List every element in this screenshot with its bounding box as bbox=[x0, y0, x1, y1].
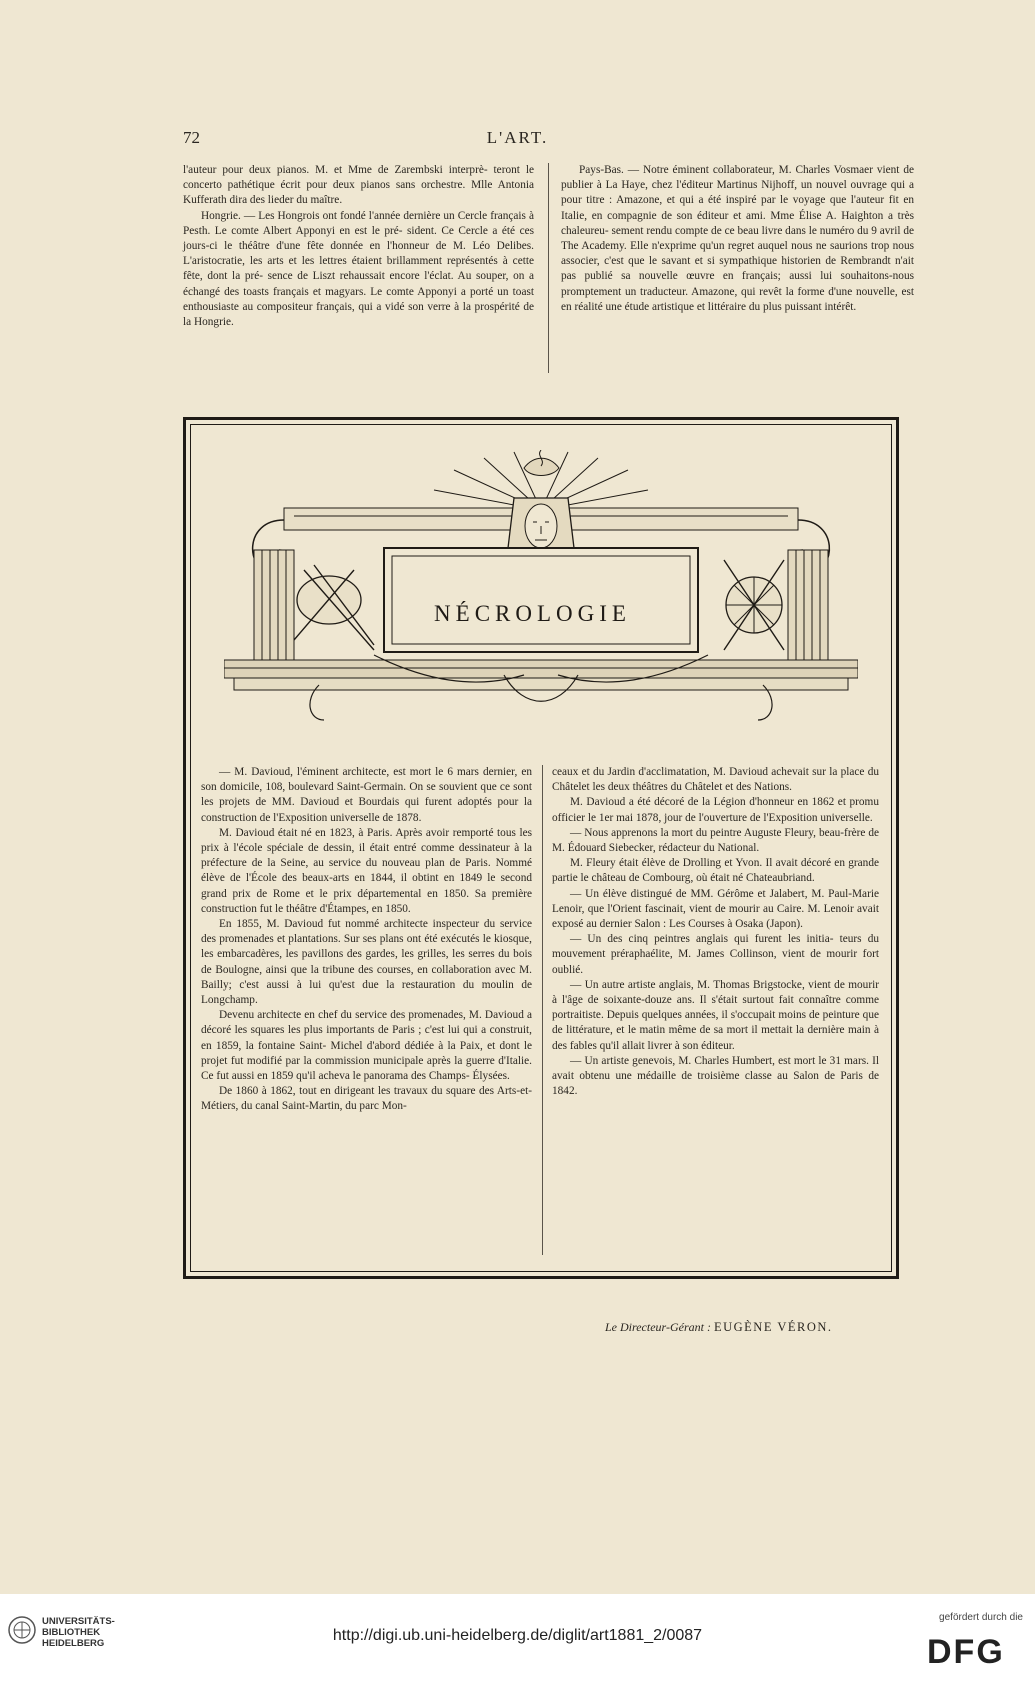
paragraph-pays-bas: Pays-Bas. — Notre éminent collaborateur, M. Charles Vosmaer vient de publier à La Haye, chez l'éditeur Martinus Nijhoff, un nouvel ouvrage qui a pour titre : Amazone, et qui a été inspiré par le voyage que l'auteur fit en Italie, en compagnie de son éditeur et ami. Mme Élise A. Haighton a très chaleureu- sement rendu compte de ce beau livre dans le numéro du 9 avril de The Academy. Elle n'exprime qu'un regret auquel nous ne saurions trop nous associer, c'est que le savant et si sympathique historien de Rembrandt n'ait pas publié sa nouvelle œuvre en français; aussi lui souhaitons-nous promptement un traducteur. Amazone, qui revêt la forme d'une nouvelle, est en réalité une étude artistique et littéraire du plus puissant intérêt. bbox=[561, 164, 914, 313]
signature-line bbox=[605, 1320, 833, 1335]
paragraph-davioud-1860: De 1860 à 1862, tout en dirigeant les travaux du square des Arts-et-Métiers, du canal Saint-Martin, du parc Mon- bbox=[201, 1085, 532, 1113]
paragraph-lenoir: — Un élève distingué de MM. Gérôme et Jalabert, M. Paul-Marie Lenoir, que l'Orient fascinait, vient de mourir au Caire. M. Lenoir avait exposé au dernier Salon : Les Courses à Osaka (Japon). bbox=[552, 887, 879, 931]
engraving-illustration bbox=[224, 450, 858, 735]
paragraph-davioud-promenades: Devenu architecte en chef du service des promenades, M. Davioud a décoré les squares les plus importants de Paris ; c'est lui qui a construit, en 1859, la fontaine Saint- Michel d'abord dédiée à la Paix, et dont le projet fut modifié par la commission municipale après la guerre d'Italie. Ce fut aussi en 1859 qu'il acheva le panorama des Champs- Élysées. bbox=[201, 1009, 532, 1083]
paragraph-fleury-career: M. Fleury était élève de Drolling et Yvon. Il avait décoré en grande partie le château de Combourg, où était né Chateaubriand. bbox=[552, 857, 879, 885]
svg-text:DFG: DFG bbox=[927, 1633, 1005, 1668]
paragraph-fleury-death: — Nous apprenons la mort du peintre Auguste Fleury, beau-frère de M. Édouard Siebecker, rédacteur du National. bbox=[552, 826, 879, 855]
column-divider bbox=[548, 163, 549, 373]
signature-label: Le Directeur-Gérant : bbox=[605, 1320, 711, 1334]
paragraph-davioud-legion: M. Davioud a été décoré de la Légion d'honneur en 1862 et promu officier le 1er mai 1878, jour de l'ouverture de l'Exposition universelle. bbox=[552, 796, 879, 824]
funding-note: gefördert durch die bbox=[939, 1612, 1023, 1623]
paragraph-humbert: — Un artiste genevois, M. Charles Humbert, est mort le 31 mars. Il avait obtenu une médaille de troisième classe au Salon de Paris de 1842. bbox=[552, 1054, 879, 1098]
paragraph-hongrie: Hongrie. — Les Hongrois ont fondé l'année dernière un Cercle français à Pesth. Le comte Albert Apponyi en est le pré- sident. Ce Cercle a été ces jours-ci le théâtre d'une fête donnée en l'honneur de M. Léo Delibes. L'aristocratie, les arts et les lettres étaient brillamment représentés à cette fête, dont la pré- sence de Liszt rehaussait encore l'éclat. Au souper, on a échangé des toasts français et magyars. Le comte Apponyi a porté un toast enthousiaste au compositeur français, qui a vidé son verre à la prospérité de la Hongrie. bbox=[183, 209, 534, 329]
paragraph-davioud-continued: ceaux et du Jardin d'acclimatation, M. Davioud achevait sur la place du Châtelet les deux théâtres du Châtelet et des Nations. bbox=[552, 766, 879, 794]
paragraph-davioud-birth: M. Davioud était né en 1823, à Paris. Après avoir remporté tous les prix à l'école spéciale de dessin, il était entré comme dessinateur à la préfecture de la Seine, au service du nouveau plan de Paris. Nommé élève de l'École des beaux-arts en 1844, il obtint en 1849 le second grand prix de Rome et le prix départemental en 1850. Sa première construction fut le théâtre d'Étampes, en 1850. bbox=[201, 826, 532, 915]
top-right-column bbox=[561, 163, 914, 315]
digital-url[interactable]: http://digi.ub.uni-heidelberg.de/diglit/art1881_2/0087 bbox=[332, 1627, 703, 1644]
paragraph-brigstocke: — Un autre artiste anglais, M. Thomas Brigstocke, vient de mourir à l'âge de soixante-douze ans. Il s'était surtout fait connaître comme portraitiste. Depuis quelques années, il s'occupait moins de peinture que de littérature, et le matin même de sa mort il mettait la dernière main à des fables qu'il allait livrer à son éditeur. bbox=[552, 978, 879, 1052]
paragraph-zarembski: l'auteur pour deux pianos. M. et Mme de Zarembski interprè- teront le concerto pathétique écrit pour deux pianos sans orchestre. Mlle Antonia Kufferath dira des lieder du maître. bbox=[183, 164, 534, 207]
page-number: 72 bbox=[183, 128, 200, 147]
paragraph-davioud-death: — M. Davioud, l'éminent architecte, est mort le 6 mars dernier, en son domicile, 108, boulevard Saint-Germain. On se souvient que ce sont les projets de MM. Davioud et Bourdais qui furent adoptés pour la construction de l'Exposition universelle de 1878. bbox=[201, 766, 532, 824]
dfg-logo-icon bbox=[925, 1632, 1021, 1668]
bottom-left-column bbox=[201, 765, 532, 1115]
journal-title: L'ART. bbox=[486, 128, 549, 147]
library-name: UNIVERSITÄTS- BIBLIOTHEK HEIDELBERG bbox=[42, 1616, 115, 1649]
column-divider-bottom bbox=[542, 765, 543, 1255]
paragraph-collinson: — Un des cinq peintres anglais qui furent les initia- teurs du mouvement préraphaélite, M. James Collinson, vient de mourir fort oublié. bbox=[552, 933, 879, 976]
running-head bbox=[0, 128, 1035, 148]
library-footer bbox=[0, 1594, 1035, 1684]
bottom-right-column bbox=[552, 765, 879, 1099]
top-left-column bbox=[183, 163, 534, 330]
paragraph-davioud-1855: En 1855, M. Davioud fut nommé architecte inspecteur du service des promenades et plantations. Sur ses plans ont été exécutés le kiosque, les embarcadères, les pavillons des gardes, les grilles, les serres du bois de Boulogne, ainsi que la tribune des courses, en collaboration avec M. Bailly; c'est aussi à lui qu'est due la restauration du moulin de Longchamp. bbox=[201, 918, 532, 1007]
necrology-engraving bbox=[224, 450, 858, 735]
signature-name: EUGÈNE VÉRON. bbox=[713, 1320, 833, 1334]
necrology-title: NÉCROLOGIE bbox=[434, 601, 631, 626]
